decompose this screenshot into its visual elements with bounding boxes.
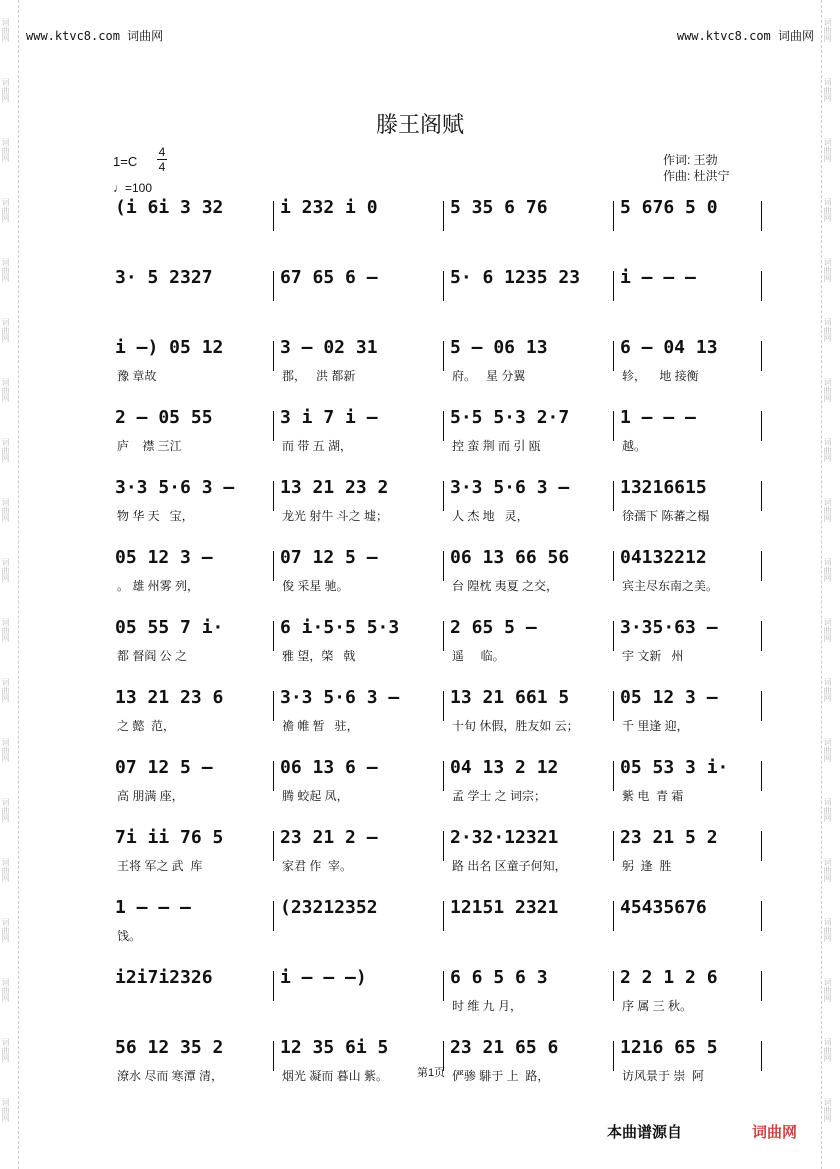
barline xyxy=(273,481,274,511)
watermark-text: 词曲网 xyxy=(823,798,832,822)
score-system xyxy=(115,897,765,959)
barline xyxy=(273,691,274,721)
measure-lyric: 宇 文新 州 xyxy=(622,649,684,663)
barline xyxy=(613,341,614,371)
measure-lyric: 王将 军之 武 库 xyxy=(117,859,203,873)
barline xyxy=(273,901,274,931)
barline xyxy=(761,691,762,721)
measure-notes: 2 – 05 55 xyxy=(115,407,213,428)
watermark-text: 词曲网 xyxy=(1,558,10,582)
barline xyxy=(761,971,762,1001)
barline xyxy=(443,691,444,721)
measure-lyric: 时 维 九 月， xyxy=(452,999,523,1013)
barline xyxy=(443,971,444,1001)
credits xyxy=(663,152,730,184)
score-system xyxy=(115,337,765,399)
barline xyxy=(761,761,762,791)
barline xyxy=(761,621,762,651)
barline xyxy=(613,901,614,931)
measure-notes: 3·3 5·6 3 – xyxy=(280,687,400,708)
barline xyxy=(613,761,614,791)
watermark-text: 词曲网 xyxy=(1,438,10,462)
barline xyxy=(761,831,762,861)
measure-notes: 05 55 7 i· xyxy=(115,617,224,638)
measure-lyric: 。 雄 州雾 列， xyxy=(117,579,200,593)
watermark-text: 词曲网 xyxy=(1,618,10,642)
watermark-text: 词曲网 xyxy=(823,1098,832,1122)
barline xyxy=(273,831,274,861)
measure-lyric: 序 属 三 秋。 xyxy=(622,999,693,1013)
watermark-text: 词曲网 xyxy=(823,498,832,522)
measure-lyric: 俊 采星 驰。 xyxy=(282,579,349,593)
barline xyxy=(443,481,444,511)
barline xyxy=(443,341,444,371)
time-sig-bottom: 4 xyxy=(158,160,166,174)
measure-notes: 2 2 1 2 6 xyxy=(620,967,718,988)
watermark-text: 词曲网 xyxy=(823,378,832,402)
watermark-text: 词曲网 xyxy=(1,1038,10,1062)
measure-lyric: 龙光 射牛 斗之 墟； xyxy=(282,509,389,523)
footer-source-label: 本曲谱源自 xyxy=(607,1124,683,1141)
measure-lyric: 轸， 地 接衡 xyxy=(622,369,699,383)
measure-lyric: 人 杰 地 灵， xyxy=(452,509,529,523)
measure-notes: i –) 05 12 xyxy=(115,337,224,358)
measure-notes: i – – –) xyxy=(280,967,367,988)
barline xyxy=(273,761,274,791)
measure-lyric: 控 蛮 荆 而 引 瓯 xyxy=(452,439,541,453)
barline xyxy=(761,481,762,511)
time-sig-top: 4 xyxy=(158,145,166,159)
measure-lyric: 潦水 尽而 寒潭 清， xyxy=(117,1069,224,1083)
barline xyxy=(761,201,762,231)
barline xyxy=(443,411,444,441)
watermark-text: 词曲网 xyxy=(823,558,832,582)
barline xyxy=(761,1041,762,1071)
measure-notes: i 232 i 0 xyxy=(280,197,378,218)
measure-notes: (i 6i 3 32 xyxy=(115,197,224,218)
score-system xyxy=(115,267,765,329)
measure-lyric: 路 出名 区童子何知， xyxy=(452,859,567,873)
watermark-text: 词曲网 xyxy=(823,1038,832,1062)
watermark-text: 词曲网 xyxy=(1,798,10,822)
measure-lyric: 府。 星 分翼 xyxy=(452,369,526,383)
header-url-right[interactable]: www.ktvc8.com 词曲网 xyxy=(676,29,814,43)
measure-lyric: 襜 帷 暂 驻， xyxy=(282,719,359,733)
watermark-text: 词曲网 xyxy=(1,498,10,522)
measure-lyric: 物 华 天 宝， xyxy=(117,509,194,523)
barline xyxy=(613,551,614,581)
score-system xyxy=(115,547,765,609)
measure-notes: 6 i·5·5 5·3 xyxy=(280,617,400,638)
barline xyxy=(613,271,614,301)
measure-notes: 3 i 7 i – xyxy=(280,407,378,428)
quarter-note-icon: ♩ xyxy=(113,181,125,195)
measure-notes: 3· 5 2327 xyxy=(115,267,213,288)
measure-notes: 05 53 3 i· xyxy=(620,757,729,778)
barline xyxy=(761,551,762,581)
barline xyxy=(613,481,614,511)
measure-lyric: 雅 望，棨 戟 xyxy=(282,649,356,663)
measure-lyric: 庐 襟 三江 xyxy=(117,439,182,453)
barline xyxy=(613,971,614,1001)
measure-lyric: 千 里逢 迎， xyxy=(622,719,689,733)
watermark-text: 词曲网 xyxy=(823,618,832,642)
measure-lyric: 躬 逢 胜 xyxy=(622,859,672,873)
page-number: 第1页 xyxy=(417,1067,446,1079)
measure-lyric: 都 督阎 公 之 xyxy=(117,649,188,663)
score-system xyxy=(115,827,765,889)
score-system xyxy=(115,407,765,469)
measure-lyric: 台 隍枕 夷夏 之交， xyxy=(452,579,559,593)
measure-notes: 2 65 5 – xyxy=(450,617,537,638)
lyricist: 作词: 王勃 xyxy=(663,153,718,167)
measure-notes: 7i ii 76 5 xyxy=(115,827,224,848)
barline xyxy=(613,201,614,231)
measure-notes: 06 13 66 56 xyxy=(450,547,570,568)
measure-lyric: 饯。 xyxy=(117,929,142,943)
measure-notes: 67 65 6 – xyxy=(280,267,378,288)
measure-lyric: 徐孺下 陈蕃之榻 xyxy=(622,509,710,523)
watermark-text: 词曲网 xyxy=(823,138,832,162)
watermark-text: 词曲网 xyxy=(823,858,832,882)
measure-notes: 5 676 5 0 xyxy=(620,197,718,218)
measure-notes: 13 21 23 2 xyxy=(280,477,389,498)
measure-notes: 06 13 6 – xyxy=(280,757,378,778)
score-system xyxy=(115,757,765,819)
score-system xyxy=(115,687,765,749)
barline xyxy=(273,411,274,441)
measure-notes: 23 21 5 2 xyxy=(620,827,718,848)
measure-lyric: 宾主尽东南之美。 xyxy=(622,579,719,593)
measure-notes: 04132212 xyxy=(620,547,707,568)
measure-lyric: 访风景于 崇 阿 xyxy=(622,1069,705,1083)
watermark-text: 词曲网 xyxy=(823,318,832,342)
watermark-text: 词曲网 xyxy=(1,378,10,402)
barline xyxy=(273,341,274,371)
barline xyxy=(273,621,274,651)
barline xyxy=(761,341,762,371)
measure-notes: 07 12 5 – xyxy=(280,547,378,568)
watermark-text: 词曲网 xyxy=(823,978,832,1002)
barline xyxy=(613,831,614,861)
barline xyxy=(613,691,614,721)
tempo-marking xyxy=(113,181,152,195)
barline xyxy=(443,271,444,301)
measure-notes: 2·32·12321 xyxy=(450,827,559,848)
watermark-text: 词曲网 xyxy=(1,678,10,702)
score-system xyxy=(115,967,765,1029)
measure-notes: 5 – 06 13 xyxy=(450,337,548,358)
score-system xyxy=(115,477,765,539)
measure-notes: i – – – xyxy=(620,267,696,288)
measure-notes: 45435676 xyxy=(620,897,707,918)
header-url-left[interactable]: www.ktvc8.com 词曲网 xyxy=(26,29,164,43)
barline xyxy=(443,831,444,861)
barline xyxy=(273,201,274,231)
measure-notes: 3·3 5·6 3 – xyxy=(450,477,570,498)
measure-notes: 13 21 23 6 xyxy=(115,687,224,708)
watermark-text: 词曲网 xyxy=(823,78,832,102)
measure-lyric: 而 带 五 湖， xyxy=(282,439,353,453)
measure-lyric: 高 朋满 座， xyxy=(117,789,184,803)
measure-notes: 1 – – – xyxy=(620,407,696,428)
measure-notes: 05 12 3 – xyxy=(620,687,718,708)
measure-lyric: 郡， 洪 都新 xyxy=(282,369,356,383)
watermark-text: 词曲网 xyxy=(1,258,10,282)
score-system xyxy=(115,617,765,679)
barline xyxy=(273,271,274,301)
measure-notes: 12 35 6i 5 xyxy=(280,1037,389,1058)
measure-lyric: 豫 章故 xyxy=(117,369,157,383)
barline xyxy=(761,271,762,301)
barline xyxy=(273,1041,274,1071)
watermark-text: 词曲网 xyxy=(823,918,832,942)
measure-notes: 5· 6 1235 23 xyxy=(450,267,581,288)
barline xyxy=(443,901,444,931)
key-signature: 1=C xyxy=(113,154,138,169)
measure-notes: 3·35·63 – xyxy=(620,617,718,638)
measure-notes: 04 13 2 12 xyxy=(450,757,559,778)
measure-lyric: 之 懿 范， xyxy=(117,719,176,733)
measure-notes: 12151 2321 xyxy=(450,897,559,918)
watermark-text: 词曲网 xyxy=(1,858,10,882)
measure-lyric: 遥 临。 xyxy=(452,649,505,663)
measure-notes: 23 21 2 – xyxy=(280,827,378,848)
watermark-text: 词曲网 xyxy=(823,258,832,282)
watermark-text: 词曲网 xyxy=(1,198,10,222)
barline xyxy=(443,551,444,581)
measure-notes: 6 – 04 13 xyxy=(620,337,718,358)
tempo-value: =100 xyxy=(125,181,153,195)
measure-notes: 56 12 35 2 xyxy=(115,1037,224,1058)
barline xyxy=(613,1041,614,1071)
measure-lyric: 家君 作 宰。 xyxy=(282,859,353,873)
measure-notes: (23212352 xyxy=(280,897,378,918)
measure-lyric: 烟光 凝而 暮山 紫。 xyxy=(282,1069,389,1083)
watermark-text: 词曲网 xyxy=(1,78,10,102)
watermark-text: 词曲网 xyxy=(1,1098,10,1122)
watermark-text: 词曲网 xyxy=(1,318,10,342)
measure-notes: 23 21 65 6 xyxy=(450,1037,559,1058)
measure-notes: 3·3 5·6 3 – xyxy=(115,477,235,498)
watermark-text: 词曲网 xyxy=(823,18,832,42)
watermark-text: 词曲网 xyxy=(823,678,832,702)
measure-notes: i2i7i2326 xyxy=(115,967,213,988)
measure-lyric: 腾 蛟起 凤， xyxy=(282,789,349,803)
barline xyxy=(273,551,274,581)
measure-lyric: 十旬 休假，胜友如 云； xyxy=(452,719,579,733)
watermark-text: 词曲网 xyxy=(1,138,10,162)
measure-notes: 13 21 661 5 xyxy=(450,687,570,708)
time-signature xyxy=(157,145,167,174)
measure-lyric: 孟 学士 之 词宗； xyxy=(452,789,547,803)
barline xyxy=(761,411,762,441)
barline xyxy=(761,901,762,931)
measure-notes: 05 12 3 – xyxy=(115,547,213,568)
composer: 作曲: 杜洪宁 xyxy=(663,169,730,183)
barline xyxy=(443,201,444,231)
watermark-text: 词曲网 xyxy=(1,738,10,762)
watermark-text: 词曲网 xyxy=(823,198,832,222)
measure-notes: 1 – – – xyxy=(115,897,191,918)
watermark-text: 词曲网 xyxy=(1,918,10,942)
barline xyxy=(613,411,614,441)
watermark-text: 词曲网 xyxy=(823,738,832,762)
measure-notes: 6 6 5 6 3 xyxy=(450,967,548,988)
barline xyxy=(273,971,274,1001)
measure-lyric: 紫 电 青 霜 xyxy=(622,789,684,803)
song-title: 滕王阁赋 xyxy=(375,113,464,138)
measure-lyric: 越。 xyxy=(622,439,647,453)
measure-notes: 13216615 xyxy=(620,477,707,498)
measure-notes: 5·5 5·3 2·7 xyxy=(450,407,570,428)
barline xyxy=(443,621,444,651)
watermark-text: 词曲网 xyxy=(1,978,10,1002)
score-system xyxy=(115,197,765,259)
measure-notes: 07 12 5 – xyxy=(115,757,213,778)
barline xyxy=(613,621,614,651)
measure-lyric: 俨骖 騑于 上 路， xyxy=(452,1069,550,1083)
right-watermark-strip xyxy=(821,0,840,1169)
left-watermark-strip xyxy=(0,0,19,1169)
measure-notes: 3 – 02 31 xyxy=(280,337,378,358)
watermark-text: 词曲网 xyxy=(823,438,832,462)
footer-brand[interactable]: 词曲网 xyxy=(752,1124,798,1141)
barline xyxy=(443,761,444,791)
measure-notes: 1216 65 5 xyxy=(620,1037,718,1058)
watermark-text: 词曲网 xyxy=(1,18,10,42)
measure-notes: 5 35 6 76 xyxy=(450,197,548,218)
